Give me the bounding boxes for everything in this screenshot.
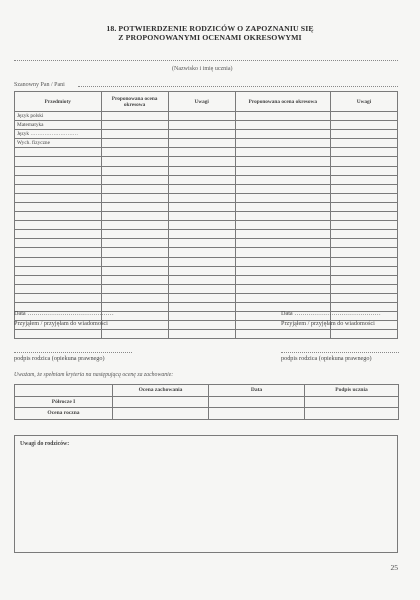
proposed-grade-cell[interactable] xyxy=(235,257,330,266)
remarks-cell[interactable] xyxy=(168,175,235,184)
remarks-cell[interactable] xyxy=(168,193,235,202)
behavior-header-signature: Podpis ucznia xyxy=(305,385,399,397)
remarks-cell[interactable] xyxy=(168,157,235,166)
behavior-date-cell[interactable] xyxy=(209,396,305,408)
subject-cell[interactable] xyxy=(15,284,102,293)
remarks-cell[interactable] xyxy=(168,221,235,230)
proposed-grade-cell[interactable] xyxy=(101,230,168,239)
behavior-header-row xyxy=(15,385,399,397)
proposed-grade-cell[interactable] xyxy=(235,175,330,184)
header-remarks-2: Uwagi xyxy=(330,92,397,112)
subject-cell: Matematyka xyxy=(15,121,102,130)
remarks-cell[interactable] xyxy=(168,184,235,193)
table-row xyxy=(15,257,398,266)
subject-cell[interactable] xyxy=(15,266,102,275)
proposed-grade-cell[interactable] xyxy=(235,275,330,284)
proposed-grade-cell[interactable] xyxy=(235,139,330,148)
remarks-cell[interactable] xyxy=(168,230,235,239)
table-row xyxy=(15,112,398,121)
row-label-semester: Półrocze I xyxy=(15,396,113,408)
remarks-cell[interactable] xyxy=(168,130,235,139)
table-row xyxy=(15,266,398,275)
remarks-cell[interactable] xyxy=(168,284,235,293)
remarks-cell[interactable] xyxy=(330,275,397,284)
behavior-header-date: Data xyxy=(209,385,305,397)
table-row xyxy=(15,202,398,211)
table-row xyxy=(15,275,398,284)
table-row xyxy=(15,330,398,339)
remarks-cell[interactable] xyxy=(168,293,235,302)
table-row xyxy=(15,130,398,139)
header-subjects: Przedmioty xyxy=(15,92,102,112)
proposed-grade-cell[interactable] xyxy=(235,266,330,275)
proposed-grade-cell[interactable] xyxy=(101,112,168,121)
salutation-label: Szanowny Pan / Pani xyxy=(14,82,65,88)
proposed-grade-cell[interactable] xyxy=(101,212,168,221)
table-row xyxy=(15,248,398,257)
proposed-grade-cell[interactable] xyxy=(235,284,330,293)
page-number: 25 xyxy=(390,563,398,572)
table-row xyxy=(15,148,398,157)
signature-caption-left: podpis rodzica (opiekuna prawnego) xyxy=(14,355,105,362)
remarks-cell[interactable] xyxy=(330,221,397,230)
remarks-cell[interactable] xyxy=(330,266,397,275)
remarks-cell[interactable] xyxy=(168,148,235,157)
behavior-signature-cell[interactable] xyxy=(305,408,399,420)
remarks-cell[interactable] xyxy=(330,157,397,166)
remarks-cell[interactable] xyxy=(330,112,397,121)
remarks-cell[interactable] xyxy=(330,193,397,202)
remarks-cell[interactable] xyxy=(168,266,235,275)
row-label-annual: Ocena roczna xyxy=(15,408,113,420)
remarks-cell[interactable] xyxy=(168,275,235,284)
remarks-cell[interactable] xyxy=(330,257,397,266)
table-row xyxy=(15,212,398,221)
subject-cell[interactable] xyxy=(15,221,102,230)
subject-cell[interactable] xyxy=(15,166,102,175)
table-row xyxy=(15,157,398,166)
remarks-cell[interactable] xyxy=(330,248,397,257)
subject-cell[interactable] xyxy=(15,212,102,221)
table-row xyxy=(15,396,399,408)
proposed-grade-cell[interactable] xyxy=(101,148,168,157)
remarks-cell[interactable] xyxy=(168,239,235,248)
remarks-cell[interactable] xyxy=(330,121,397,130)
remarks-cell[interactable] xyxy=(330,166,397,175)
proposed-grade-cell[interactable] xyxy=(101,284,168,293)
remarks-cell[interactable] xyxy=(330,202,397,211)
behavior-signature-cell[interactable] xyxy=(305,396,399,408)
proposed-grade-cell[interactable] xyxy=(235,330,330,339)
student-name-caption: (Nazwisko i imię ucznia) xyxy=(172,66,233,72)
table-row xyxy=(15,408,399,420)
table-row xyxy=(15,175,398,184)
acknowledgement-right: Przyjąłem / przyjęłam do wiadomości xyxy=(281,320,375,327)
proposed-grade-cell[interactable] xyxy=(235,166,330,175)
proposed-grade-cell[interactable] xyxy=(235,157,330,166)
parent-remarks-label: Uwagi do rodziców: xyxy=(20,441,70,447)
proposed-grade-cell[interactable] xyxy=(235,121,330,130)
subject-cell[interactable] xyxy=(15,184,102,193)
subject-cell[interactable] xyxy=(15,193,102,202)
proposed-grade-cell[interactable] xyxy=(101,330,168,339)
behavior-grade-table xyxy=(14,384,399,420)
date-label-right: Data …………………………………… xyxy=(281,310,381,317)
proposed-grade-cell[interactable] xyxy=(235,202,330,211)
remarks-cell[interactable] xyxy=(330,239,397,248)
subject-cell: Język ……………………… xyxy=(15,130,102,139)
remarks-cell[interactable] xyxy=(168,166,235,175)
acknowledgement-left: Przyjąłem / przyjęłam do wiadomości xyxy=(14,320,108,327)
subject-cell[interactable] xyxy=(15,248,102,257)
proposed-grade-cell[interactable] xyxy=(101,139,168,148)
remarks-cell[interactable] xyxy=(330,175,397,184)
subject-cell: Wych. fizyczne xyxy=(15,139,102,148)
remarks-cell[interactable] xyxy=(330,284,397,293)
remarks-cell[interactable] xyxy=(168,312,235,321)
parent-remarks-box[interactable] xyxy=(14,435,398,553)
subject-cell[interactable] xyxy=(15,239,102,248)
title-line-2: Z PROPONOWANYMI OCENAMI OKRESOWYMI xyxy=(118,33,302,42)
proposed-grade-cell[interactable] xyxy=(101,193,168,202)
table-row xyxy=(15,221,398,230)
remarks-cell[interactable] xyxy=(168,302,235,311)
table-row xyxy=(15,184,398,193)
proposed-grade-cell[interactable] xyxy=(101,321,168,330)
proposed-grade-cell[interactable] xyxy=(235,212,330,221)
subject-cell[interactable] xyxy=(15,157,102,166)
proposed-grade-cell[interactable] xyxy=(235,112,330,121)
proposed-grade-cell[interactable] xyxy=(235,193,330,202)
signature-line-left[interactable] xyxy=(14,352,132,353)
table-row xyxy=(15,193,398,202)
signature-line-right[interactable] xyxy=(281,352,399,353)
subject-cell[interactable] xyxy=(15,175,102,184)
behavior-header-empty xyxy=(15,385,113,397)
page-title xyxy=(0,24,420,42)
subject-cell[interactable] xyxy=(15,330,102,339)
remarks-cell[interactable] xyxy=(330,184,397,193)
table-row xyxy=(15,293,398,302)
proposed-grade-cell[interactable] xyxy=(235,130,330,139)
table-row xyxy=(15,166,398,175)
proposed-grade-cell[interactable] xyxy=(235,293,330,302)
behavior-header-grade: Ocena zachowania xyxy=(113,385,209,397)
remarks-cell[interactable] xyxy=(330,293,397,302)
remarks-cell[interactable] xyxy=(168,321,235,330)
proposed-grade-cell[interactable] xyxy=(101,221,168,230)
behavior-date-cell[interactable] xyxy=(209,408,305,420)
remarks-cell[interactable] xyxy=(330,130,397,139)
header-proposed-grade-1: Proponowana ocena okresowa xyxy=(101,92,168,112)
proposed-grade-cell[interactable] xyxy=(101,275,168,284)
remarks-cell[interactable] xyxy=(330,212,397,221)
proposed-grade-cell[interactable] xyxy=(235,184,330,193)
proposed-grade-cell[interactable] xyxy=(101,257,168,266)
remarks-cell[interactable] xyxy=(330,230,397,239)
signature-caption-right: podpis rodzica (opiekuna prawnego) xyxy=(281,355,372,362)
remarks-cell[interactable] xyxy=(168,139,235,148)
proposed-grade-cell[interactable] xyxy=(101,266,168,275)
proposed-grade-cell[interactable] xyxy=(235,148,330,157)
salutation-field[interactable] xyxy=(78,86,398,87)
subject-cell[interactable] xyxy=(15,257,102,266)
behavior-grade-cell[interactable] xyxy=(113,396,209,408)
behavior-note: Uważam, że spełniam kryteria na następującą ocenę za zachowanie: xyxy=(14,372,174,378)
remarks-cell[interactable] xyxy=(168,248,235,257)
remarks-cell[interactable] xyxy=(168,330,235,339)
date-label-left: Data …………………………………… xyxy=(14,310,114,317)
behavior-grade-cell[interactable] xyxy=(113,408,209,420)
proposed-grade-cell[interactable] xyxy=(235,230,330,239)
subject-cell[interactable] xyxy=(15,148,102,157)
remarks-cell[interactable] xyxy=(168,212,235,221)
table-row xyxy=(15,239,398,248)
subject-cell[interactable] xyxy=(15,230,102,239)
proposed-grade-cell[interactable] xyxy=(101,239,168,248)
header-remarks-1: Uwagi xyxy=(168,92,235,112)
subject-cell[interactable] xyxy=(15,202,102,211)
proposed-grade-cell[interactable] xyxy=(101,121,168,130)
subject-cell: Język polski xyxy=(15,112,102,121)
proposed-grade-cell[interactable] xyxy=(235,239,330,248)
proposed-grade-cell[interactable] xyxy=(101,157,168,166)
proposed-grade-cell[interactable] xyxy=(101,184,168,193)
remarks-cell[interactable] xyxy=(168,112,235,121)
proposed-grade-cell[interactable] xyxy=(101,202,168,211)
proposed-grade-cell[interactable] xyxy=(101,166,168,175)
student-name-field[interactable] xyxy=(14,60,398,61)
table-header-row xyxy=(15,92,398,112)
remarks-cell[interactable] xyxy=(168,257,235,266)
proposed-grade-cell[interactable] xyxy=(101,248,168,257)
proposed-grades-table xyxy=(14,91,398,339)
proposed-grade-cell[interactable] xyxy=(101,293,168,302)
title-line-1: 18. POTWIERDZENIE RODZICÓW O ZAPOZNANIU SIĘ xyxy=(106,24,314,33)
header-proposed-grade-2: Proponowana ocena okresowa xyxy=(235,92,330,112)
proposed-grade-cell[interactable] xyxy=(101,130,168,139)
remarks-cell[interactable] xyxy=(330,139,397,148)
table-row xyxy=(15,284,398,293)
grades-table-body xyxy=(15,112,398,339)
remarks-cell[interactable] xyxy=(330,148,397,157)
table-row xyxy=(15,139,398,148)
proposed-grade-cell[interactable] xyxy=(235,248,330,257)
proposed-grade-cell[interactable] xyxy=(101,175,168,184)
remarks-cell[interactable] xyxy=(330,330,397,339)
table-row xyxy=(15,121,398,130)
subject-cell[interactable] xyxy=(15,275,102,284)
remarks-cell[interactable] xyxy=(168,202,235,211)
table-row xyxy=(15,230,398,239)
proposed-grade-cell[interactable] xyxy=(235,221,330,230)
subject-cell[interactable] xyxy=(15,293,102,302)
remarks-cell[interactable] xyxy=(168,121,235,130)
